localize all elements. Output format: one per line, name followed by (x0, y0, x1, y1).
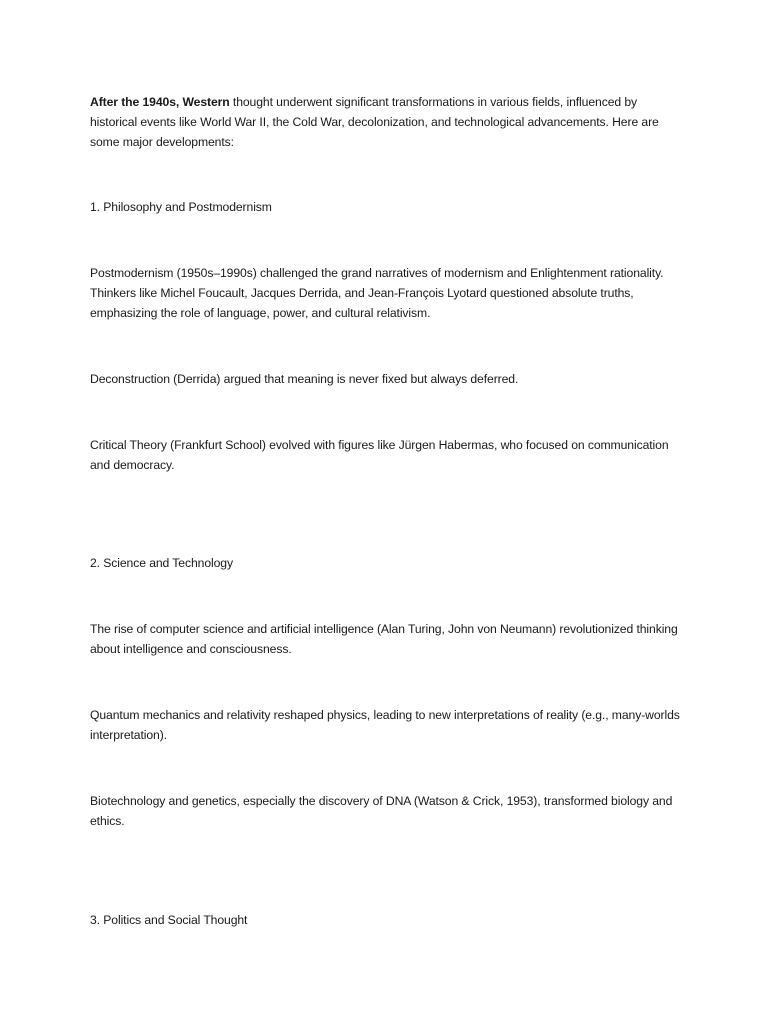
paragraph-computer-science: The rise of computer science and artificial intelligence (Alan Turing, John von Neumann) revolutionized thinking about intelligence and consciousness. (90, 622, 678, 656)
paragraph-critical-theory: Critical Theory (Frankfurt School) evolved with figures like Jürgen Habermas, who focused on communication and democracy. (90, 438, 669, 472)
intro-bold-lead: After the 1940s, Western (90, 95, 230, 109)
section-heading-philosophy: 1. Philosophy and Postmodernism (90, 200, 272, 214)
section-heading-politics: 3. Politics and Social Thought (90, 913, 248, 927)
paragraph-biotechnology: Biotechnology and genetics, especially the discovery of DNA (Watson & Crick, 1953), transformed biology and ethics. (90, 794, 673, 828)
paragraph-quantum-mechanics: Quantum mechanics and relativity reshaped physics, leading to new interpretations of reality (e.g., many-worlds interpretation). (90, 708, 680, 742)
paragraph-postmodernism: Postmodernism (1950s–1990s) challenged the grand narratives of modernism and Enlightenment rationality. Thinkers like Michel Foucault, Jacques Derrida, and Jean-François Lyotard questioned absolute truths, emphasizing the role of language, power, and cultural relativism. (90, 266, 664, 320)
intro-text: thought underwent significant transformations in various fields, influenced by historical events like World War II, the Cold War, decolonization, and technological advancements. Here are some major developments: (90, 95, 659, 149)
paragraph-deconstruction: Deconstruction (Derrida) argued that meaning is never fixed but always deferred. (90, 372, 519, 386)
section-heading-science: 2. Science and Technology (90, 556, 233, 570)
intro-paragraph (90, 92, 680, 152)
